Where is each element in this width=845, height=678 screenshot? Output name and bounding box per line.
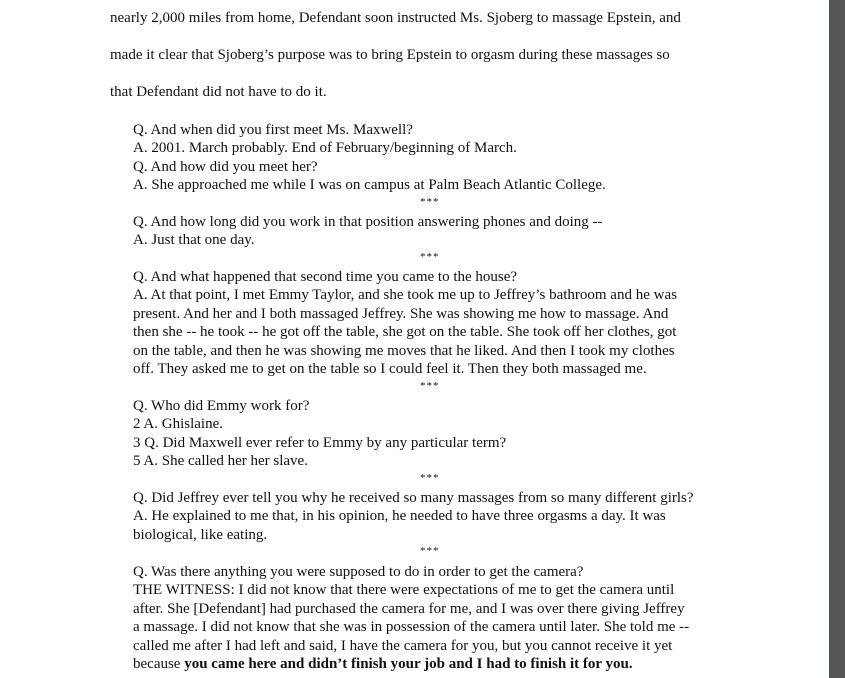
viewer-scrollbar[interactable] — [829, 0, 845, 678]
testimony-line: 2 A. Ghislaine. — [133, 416, 223, 433]
testimony-line: Q. Who did Emmy work for? — [133, 398, 310, 414]
testimony-line: Q. Did Jeffrey ever tell you why he received so many massages from so many different girls? — [133, 490, 694, 506]
paragraph-line: nearly 2,000 miles from home, Defendant soon instructed Ms. Sjoberg to massage Epstein, and — [110, 10, 681, 26]
separator: *** — [420, 472, 440, 484]
testimony-excerpt-6 — [133, 563, 689, 673]
testimony-excerpt-3 — [133, 268, 677, 378]
testimony-excerpt-4 — [133, 397, 506, 471]
testimony-excerpt-1 — [133, 121, 606, 195]
separator: *** — [420, 380, 440, 392]
testimony-line: A. At that point, I met Emmy Taylor, and she took me up to Jeffrey’s bathroom and he was — [133, 287, 677, 304]
separator: *** — [420, 545, 440, 557]
testimony-line: 3 Q. Did Maxwell ever refer to Emmy by any particular term? — [133, 434, 507, 451]
testimony-line: A. He explained to me that, in his opinion, he needed to have three orgasms a day. It was — [133, 508, 666, 525]
testimony-line: called me after I had left and said, I have the camera for you, but you cannot receive it yet — [133, 637, 673, 654]
testimony-line: A. Just that one day. — [133, 232, 255, 249]
testimony-line: A. 2001. March probably. End of February/beginning of March. — [133, 140, 517, 157]
testimony-line: THE WITNESS: I did not know that there were expectations of me to get the camera until — [133, 582, 675, 599]
testimony-line: then she -- he took -- he got off the table, she got on the table. She took off her clothes, got — [133, 324, 677, 341]
testimony-line: Q. And when did you first meet Ms. Maxwell? — [133, 122, 413, 138]
testimony-excerpt-5 — [133, 489, 694, 544]
testimony-line-emphasis — [133, 655, 689, 673]
testimony-line: Q. And what happened that second time you came to the house? — [133, 269, 518, 285]
separator: *** — [420, 196, 440, 208]
testimony-line: Q. Was there anything you were supposed to do in order to get the camera? — [133, 564, 584, 580]
testimony-excerpt-2 — [133, 213, 603, 250]
bold-text: you came here and didn’t finish your job and I had to finish it for you. — [184, 656, 633, 673]
testimony-line: off. They asked me to get on the table so I could feel it. Then they both massaged me. — [133, 361, 647, 378]
separator: *** — [420, 251, 440, 263]
testimony-line: biological, like eating. — [133, 526, 268, 543]
testimony-line: A. She approached me while I was on campus at Palm Beach Atlantic College. — [133, 177, 606, 194]
testimony-line: on the table, and then he was showing me moves that he liked. And then I took my clothes — [133, 342, 675, 359]
testimony-line: a massage. I did not know that she was in possession of the camera until later. She told me -- — [133, 619, 690, 636]
plain-text: because — [133, 656, 185, 673]
testimony-line: Q. And how long did you work in that position answering phones and doing -- — [133, 214, 603, 230]
paragraph-line: made it clear that Sjoberg’s purpose was to bring Epstein to orgasm during these massages so — [110, 47, 670, 63]
testimony-line: after. She [Defendant] had purchased the camera for me, and I was over there giving Jeffrey — [133, 600, 685, 617]
testimony-line: Q. And how did you meet her? — [133, 158, 318, 175]
testimony-line: 5 A. She called her her slave. — [133, 453, 308, 470]
paragraph-line: that Defendant did not have to do it. — [110, 84, 327, 100]
testimony-line: present. And her and I both massaged Jeffrey. She was showing me how to massage. And — [133, 305, 669, 322]
